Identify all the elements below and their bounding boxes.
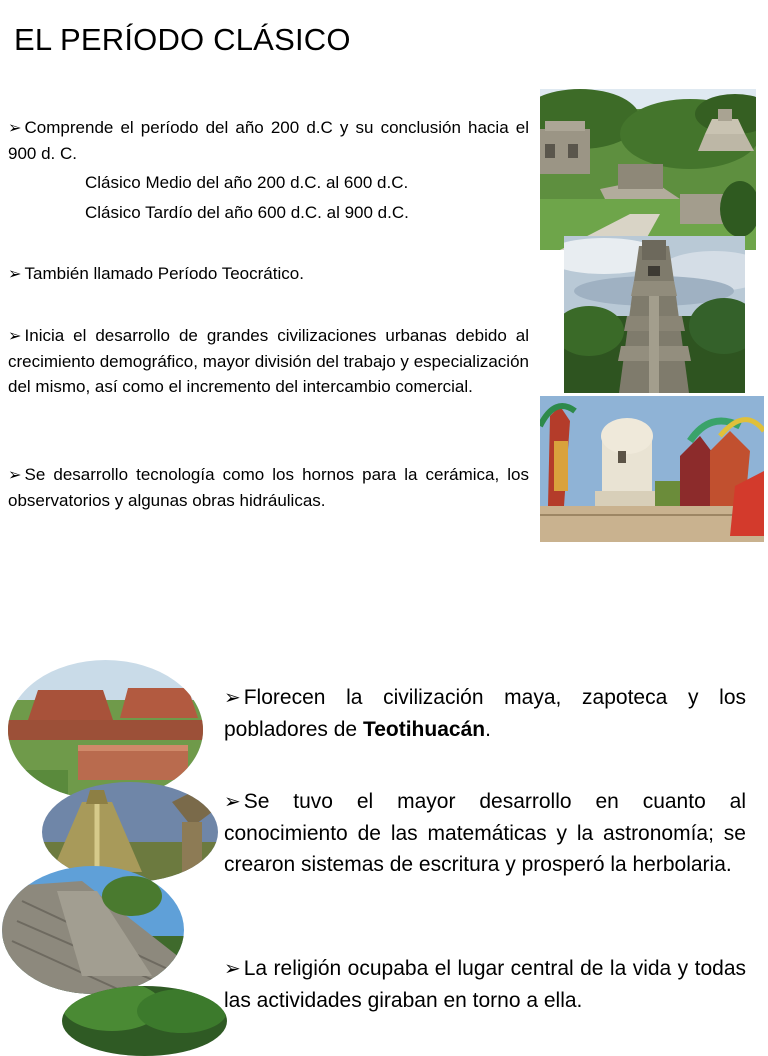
pyramid-steps-oval-photo xyxy=(2,866,184,994)
tikal-temple-photo xyxy=(564,236,745,393)
maya-procession-mural xyxy=(540,396,764,542)
bullet-text: Florecen la civilización maya, zapoteca y los pobladores de xyxy=(224,686,746,741)
bullet-teocratico xyxy=(8,261,529,287)
sub-item-clasico-tardio: Clásico Tardío del año 600 d.C. al 900 d.C. xyxy=(85,203,409,222)
bullet-matematicas xyxy=(224,786,746,880)
arrow-bullet-icon: ➢ xyxy=(8,119,22,137)
arrow-bullet-icon: ➢ xyxy=(8,265,22,283)
bullet-florecen xyxy=(224,682,746,745)
bold-teotihuacan: Teotihuacán xyxy=(362,718,486,741)
chichen-itza-oval-photo xyxy=(42,782,218,882)
bullet-tecnologia xyxy=(8,462,529,513)
bullet-text: Comprende el período del año 200 d.C y su conclusión hacia el 900 d. C. xyxy=(8,118,529,163)
bullet-text: Se tuvo el mayor desarrollo en cuanto al conocimiento de las matemáticas y la astronomía; se crearon sistemas de escritura y prosperó la herbolaria. xyxy=(224,790,746,876)
bullet-religion xyxy=(224,953,746,1016)
bullet-text: Inicia el desarrollo de grandes civilizaciones urbanas debido al crecimiento demográfico, mayor división del trabajo y especialización del mismo, así como el incremento del intercambio comercial. xyxy=(8,326,529,396)
palenque-ruins-photo xyxy=(540,89,756,250)
arrow-bullet-icon: ➢ xyxy=(8,327,22,345)
bullet-text: La religión ocupaba el lugar central de la vida y todas las actividades giraban en torno a ella. xyxy=(224,957,746,1012)
page-title: EL PERÍODO CLÁSICO xyxy=(14,22,351,57)
bullet-text: Se desarrollo tecnología como los hornos para la cerámica, los observatorios y algunas obras hidráulicas. xyxy=(8,465,529,510)
arrow-bullet-icon: ➢ xyxy=(224,791,241,813)
bullet-period-range xyxy=(8,115,529,166)
arrow-bullet-icon: ➢ xyxy=(8,466,22,484)
arrow-bullet-icon: ➢ xyxy=(224,687,241,709)
bullet-text: También llamado Período Teocrático. xyxy=(24,264,304,283)
sub-item-clasico-medio: Clásico Medio del año 200 d.C. al 600 d.C. xyxy=(85,173,409,192)
monte-alban-oval-photo xyxy=(8,660,203,800)
arrow-bullet-icon: ➢ xyxy=(224,958,241,980)
jungle-oval-photo xyxy=(62,986,227,1056)
bullet-text-end: . xyxy=(485,718,491,741)
bullet-civilizaciones xyxy=(8,323,529,399)
